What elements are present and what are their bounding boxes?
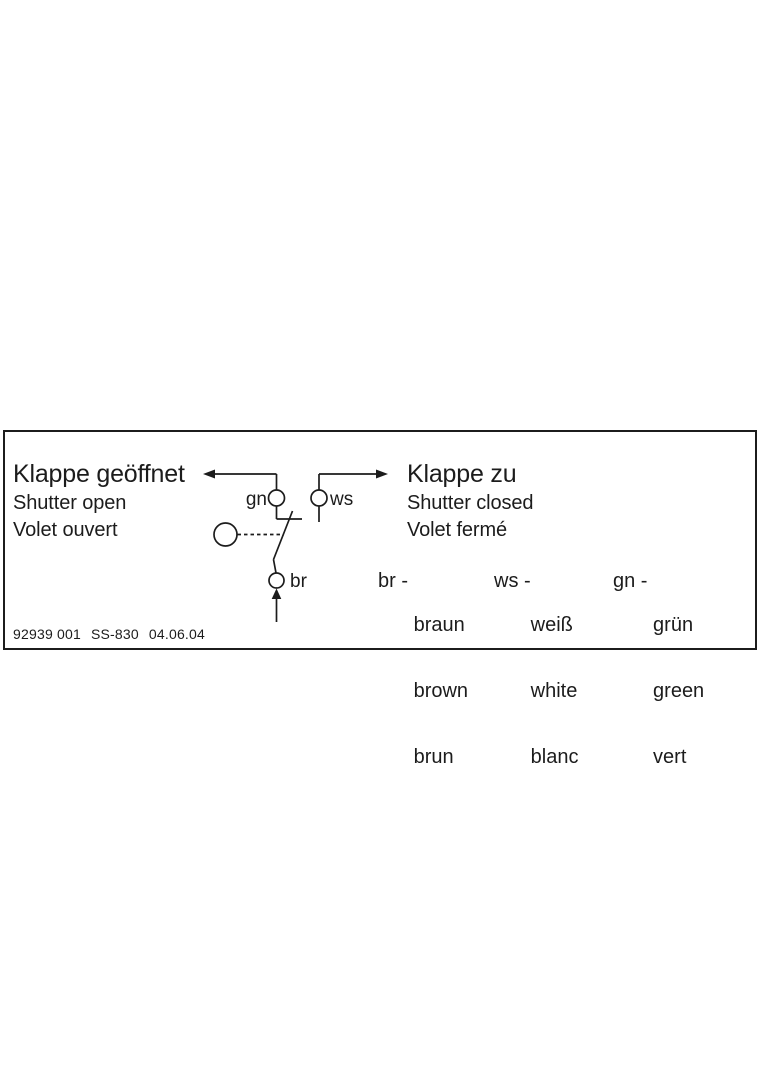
legend-abbr-br [378, 570, 414, 592]
legend-term-br-en: brown [413, 680, 469, 702]
legend-entry-br [378, 570, 468, 812]
terminal-ws-circle [311, 490, 327, 506]
terminal-br-circle [269, 573, 284, 588]
legend-sep-ws: - [518, 570, 531, 592]
terminal-br-label: br [290, 571, 307, 592]
terminal-ws-label: ws [330, 489, 354, 510]
closed-state-subtitle-en: Shutter closed [407, 492, 534, 514]
actuator-circle [214, 523, 237, 546]
blade-lead-line [274, 560, 277, 574]
legend-term-ws-fr: blanc [530, 746, 579, 768]
legend-term-ws-en: white [530, 680, 578, 702]
legend-entry-ws [494, 570, 578, 812]
legend-entry-gn [613, 570, 704, 812]
legend-abbr-gn [613, 570, 653, 592]
closed-state-title: Klappe zu [407, 460, 517, 488]
legend-sep-br: - [395, 570, 414, 592]
legend-term-br-fr: brun [413, 746, 454, 768]
legend-terms-ws [531, 570, 579, 812]
legend-terms-br [414, 570, 468, 812]
legend-terms-gn [653, 570, 704, 812]
legend-term-gn-de: grün [653, 614, 694, 636]
right-arrow-head-icon [376, 470, 388, 479]
legend-term-gn-en: green [653, 680, 705, 702]
date-code: 04.06.04 [148, 626, 205, 642]
actuation-arrow-head-icon [272, 589, 282, 600]
legend-abbr-gn-text: gn [613, 570, 636, 592]
legend-abbr-ws-text: ws [494, 570, 519, 592]
terminal-gn-label: gn [245, 489, 267, 510]
legend-term-gn-fr: vert [653, 746, 687, 768]
open-state-title: Klappe geöffnet [13, 460, 185, 488]
open-state-subtitle-fr: Volet ouvert [13, 519, 118, 541]
legend-sep-gn: - [635, 570, 654, 592]
legend-term-ws-de: weiß [530, 614, 573, 636]
open-state-subtitle-en: Shutter open [13, 492, 127, 514]
legend-abbr-br-text: br [378, 570, 396, 592]
switch-label-plate [3, 430, 757, 768]
left-arrow-head-icon [203, 470, 215, 479]
legend-term-br-de: braun [413, 614, 465, 636]
model-number: SS-830 [90, 626, 139, 642]
part-number: 92939 001 [13, 626, 81, 642]
legend-abbr-ws [494, 570, 531, 592]
footer-row [13, 627, 205, 641]
terminal-gn-circle [269, 490, 285, 506]
closed-state-subtitle-fr: Volet fermé [407, 519, 508, 541]
